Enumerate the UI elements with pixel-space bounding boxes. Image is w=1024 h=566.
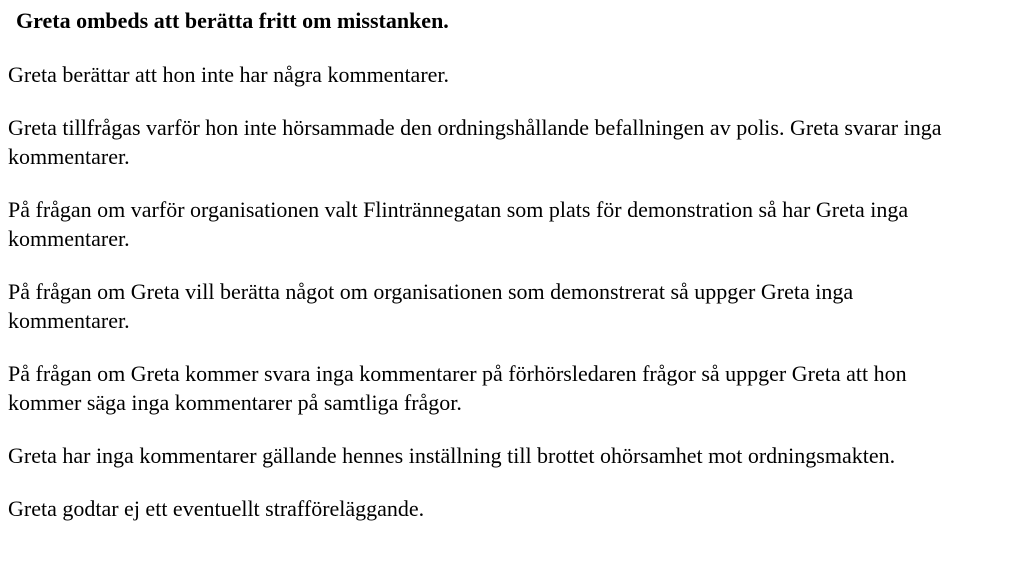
paragraph-free-account: Greta berättar att hon inte har några kommentarer. bbox=[8, 62, 450, 87]
paragraph-question-location: På frågan om varför organisationen valt Flintrännegatan som plats för demonstration så har Greta inga kommentarer. bbox=[8, 197, 909, 251]
paragraph-penalty-order: Greta godtar ej ett eventuellt strafföreläggande. bbox=[8, 496, 425, 521]
paragraph-question-order-police: Greta tillfrågas varför hon inte hörsammade den ordningshållande befallningen av polis. Greta svarar inga kommentarer. bbox=[8, 115, 942, 169]
paragraph-stance-on-crime: Greta har inga kommentarer gällande hennes inställning till brottet ohörsamhet mot ordningsmakten. bbox=[8, 443, 896, 468]
paragraph-question-no-comment-all: På frågan om Greta kommer svara inga kommentarer på förhörsledaren frågor så uppger Greta att hon kommer säga inga kommentarer på samtliga frågor. bbox=[8, 361, 907, 415]
paragraph-question-organisation: På frågan om Greta vill berätta något om organisationen som demonstrerat så uppger Greta inga kommentarer. bbox=[8, 279, 854, 333]
document-heading: Greta ombeds att berätta fritt om misstanken. bbox=[16, 8, 449, 33]
